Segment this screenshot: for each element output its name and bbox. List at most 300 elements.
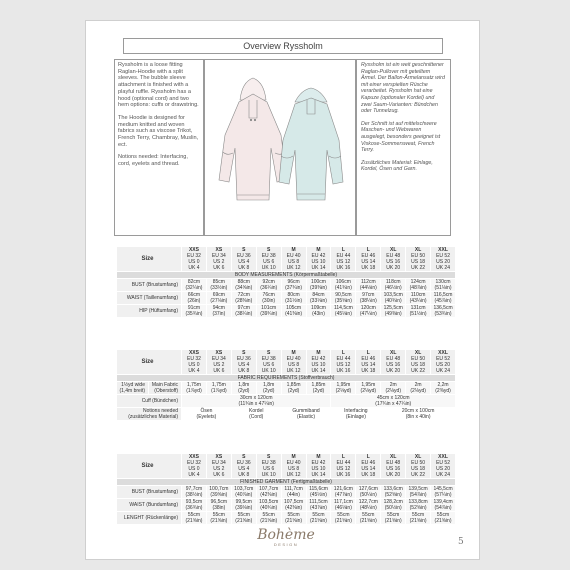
- size-header-row: [117, 350, 456, 375]
- cuff-cell-small: [182, 395, 331, 408]
- size-us: US 14: [361, 259, 376, 265]
- value-primary: 118cm: [385, 279, 401, 285]
- size-header-label: Size: [117, 350, 182, 375]
- size-code: XS: [215, 454, 223, 460]
- value-primary: 55cm: [262, 512, 275, 518]
- size-eu: EU 44: [336, 253, 351, 259]
- size-uk: UK 6: [213, 472, 225, 478]
- value-secondary: (39¾in): [260, 311, 278, 317]
- measurement-row: [117, 305, 456, 318]
- value-primary: 1,75m: [211, 382, 226, 388]
- size-code: XL: [414, 454, 422, 460]
- measurement-cell: [306, 486, 331, 499]
- size-us: US 12: [336, 362, 351, 368]
- measurement-cell: [256, 292, 281, 305]
- size-code: L: [341, 247, 345, 253]
- measurement-cell: [431, 292, 456, 305]
- section-title: FINISHED GARMENT (Fertigmaßtabelle): [117, 479, 456, 486]
- section-title: FABRIC REQUIREMENTS (Stoffverbrauch): [117, 375, 456, 382]
- value-primary: 107,7cm: [259, 486, 279, 492]
- value-secondary: (45⅞in): [434, 298, 452, 304]
- value-primary: 1,8m: [263, 382, 275, 388]
- value-secondary: (39⅛in): [235, 505, 253, 511]
- measurement-row: [117, 292, 456, 305]
- size-uk: UK 24: [436, 265, 450, 271]
- measurement-cell: [331, 292, 356, 305]
- size-us: US 6: [263, 259, 275, 265]
- size-eu: EU 34: [211, 356, 226, 362]
- measurement-row: [117, 499, 456, 512]
- size-header-cell: [356, 350, 381, 375]
- size-us: US 12: [336, 259, 351, 265]
- row-label: WAIST (Bundumfang): [117, 499, 182, 512]
- value-secondary: (2yd): [312, 388, 325, 394]
- size-us: US 4: [238, 259, 250, 265]
- value-secondary: (42⅜in): [285, 505, 303, 511]
- value-secondary: (2yd): [262, 388, 275, 394]
- value-primary: 55cm: [312, 512, 325, 518]
- size-header-cell: [306, 350, 331, 375]
- value-primary: 117,1cm: [333, 499, 353, 505]
- size-code: L: [366, 350, 370, 356]
- size-uk: UK 14: [311, 368, 326, 374]
- finished-garment-table: [116, 453, 456, 525]
- main-fabric-cell: [281, 382, 306, 395]
- row-label: HIP (Hüftumfang): [117, 305, 182, 318]
- row-label: BUST (Brustumfang): [117, 279, 182, 292]
- size-header-cell: [281, 350, 306, 375]
- measurement-cell: [231, 305, 256, 318]
- value-secondary: (44⅛in): [359, 285, 377, 291]
- value-primary: 55cm: [387, 512, 400, 518]
- size-uk: UK 24: [436, 472, 450, 478]
- value-primary: 103,5cm: [383, 292, 403, 298]
- fabric-requirements-table: [116, 349, 456, 421]
- section-band-row: [117, 375, 456, 382]
- size-eu: EU 38: [261, 253, 276, 259]
- value-secondary: (35¾in): [185, 311, 203, 317]
- size-header-label: Size: [117, 454, 182, 479]
- value-primary: 72cm: [237, 292, 250, 298]
- value-secondary: (40⅞in): [235, 492, 253, 498]
- value-primary: 55cm: [411, 512, 425, 518]
- value-secondary: (2⅛yd): [410, 388, 426, 394]
- size-eu: EU 34: [211, 253, 226, 259]
- size-eu: EU 42: [311, 356, 326, 362]
- value-secondary: (38½in): [185, 492, 203, 498]
- overview-english-text: [114, 59, 204, 236]
- value-secondary: (45⅛in): [334, 311, 352, 317]
- size-code: XL: [390, 454, 397, 460]
- measurement-cell: [256, 512, 281, 525]
- size-header-cell: [231, 247, 256, 272]
- value-secondary: (38¼in): [235, 311, 253, 317]
- size-code: XXL: [438, 247, 448, 253]
- measurement-cell: [356, 305, 381, 318]
- size-uk: UK 8: [238, 265, 250, 271]
- value-secondary: (51⅛in): [434, 285, 452, 291]
- size-eu: EU 52: [436, 253, 450, 259]
- value-secondary: (2yd): [287, 388, 300, 394]
- overview-en-paragraph: Notions needed: Interfacing, cord, eyelets and thread.: [118, 154, 188, 168]
- size-code: L: [341, 350, 345, 356]
- measurement-cell: [306, 279, 331, 292]
- size-uk: UK 10: [261, 368, 276, 374]
- value-secondary: (2⅛yd): [360, 388, 377, 394]
- measurement-cell: [381, 305, 406, 318]
- size-us: US 18: [411, 362, 426, 368]
- size-eu: EU 36: [236, 356, 251, 362]
- size-header-cell: [206, 350, 231, 375]
- size-header-cell: [281, 454, 306, 479]
- size-uk: UK 20: [386, 472, 401, 478]
- size-eu: EU 40: [286, 356, 301, 362]
- measurement-cell: [431, 499, 456, 512]
- main-fabric-label: Main Fabric (Oberstoff): [149, 382, 182, 395]
- size-uk: UK 16: [336, 368, 351, 374]
- value-secondary: (8in x 40in): [405, 414, 431, 420]
- value-primary: 110cm: [410, 292, 426, 298]
- value-primary: 1,85m: [286, 382, 301, 388]
- value-primary: 136,5cm: [433, 305, 453, 311]
- size-us: US 16: [386, 466, 401, 472]
- measurement-cell: [231, 279, 256, 292]
- measurement-cell: [356, 499, 381, 512]
- size-uk: UK 12: [286, 472, 301, 478]
- value-secondary: (38¼in): [359, 298, 377, 304]
- measurement-cell: [281, 499, 306, 512]
- value-secondary: (Elastic): [297, 414, 316, 420]
- size-code: XL: [390, 247, 397, 253]
- size-code: S: [267, 350, 271, 356]
- measurement-cell: [381, 292, 406, 305]
- value-secondary: (44in): [287, 492, 300, 498]
- value-primary: 90,5cm: [335, 292, 352, 298]
- size-header-cell: [381, 350, 406, 375]
- value-primary: 92cm: [262, 279, 275, 285]
- size-eu: EU 42: [311, 253, 326, 259]
- size-uk: UK 10: [261, 265, 276, 271]
- measurement-cell: [206, 499, 231, 512]
- value-primary: Gummiband: [292, 408, 320, 414]
- size-code: M: [291, 247, 296, 253]
- size-us: US 0: [188, 259, 200, 265]
- value-secondary: (54⅞in): [434, 505, 452, 511]
- value-primary: 55cm: [237, 512, 250, 518]
- value-primary: 114,5cm: [333, 305, 353, 311]
- size-header-cell: [381, 247, 406, 272]
- size-header-cell: [182, 350, 207, 375]
- value-primary: 103,5cm: [259, 499, 279, 505]
- measurement-cell: [306, 512, 331, 525]
- size-us: US 14: [361, 362, 376, 368]
- size-eu: EU 36: [236, 460, 251, 466]
- size-header-cell: [431, 454, 456, 479]
- size-code: S: [242, 454, 246, 460]
- size-eu: EU 32: [187, 253, 201, 259]
- value-primary: Ösen: [200, 408, 213, 414]
- value-secondary: (53¾in): [434, 311, 452, 317]
- measurement-cell: [281, 292, 306, 305]
- size-us: US 16: [386, 362, 401, 368]
- measurement-cell: [331, 499, 356, 512]
- measurement-cell: [256, 499, 281, 512]
- value-primary: 97cm: [237, 305, 250, 311]
- size-uk: UK 8: [238, 368, 250, 374]
- notions-label: Notions needed (zusätzliches Material): [117, 408, 182, 421]
- size-header-cell: [182, 247, 207, 272]
- size-header-cell: [281, 247, 306, 272]
- pattern-page: [85, 20, 480, 560]
- measurement-cell: [431, 512, 456, 525]
- value-secondary: (32¼in): [185, 285, 203, 291]
- value-secondary: (39⅜in): [310, 285, 327, 291]
- value-primary: 124cm: [410, 279, 426, 285]
- main-fabric-cell: [381, 382, 406, 395]
- measurement-cell: [406, 486, 431, 499]
- measurement-cell: [206, 486, 231, 499]
- size-header-cell: [231, 350, 256, 375]
- value-primary: 106cm: [335, 279, 351, 285]
- value-secondary: (21⅝in): [310, 518, 327, 524]
- logo-sub: DESIGN: [273, 542, 299, 547]
- value-secondary: (21⅝in): [210, 518, 228, 524]
- value-primary: 2m: [414, 382, 422, 388]
- size-us: US 0: [188, 466, 200, 472]
- value-secondary: (40¾in): [260, 505, 278, 511]
- size-us: US 8: [288, 362, 300, 368]
- size-header-cell: [231, 454, 256, 479]
- value-secondary: (40¾in): [384, 298, 402, 304]
- size-us: US 2: [213, 362, 225, 368]
- value-primary: 1,95m: [336, 382, 351, 388]
- size-eu: EU 50: [411, 356, 426, 362]
- size-eu: EU 46: [361, 356, 376, 362]
- value-primary: Interfacing: [344, 408, 368, 414]
- size-us: US 20: [436, 259, 450, 265]
- size-eu: EU 36: [236, 253, 251, 259]
- value-primary: 101cm: [261, 305, 277, 311]
- measurement-cell: [381, 512, 406, 525]
- main-fabric-cell: [231, 382, 256, 395]
- size-us: US 10: [311, 466, 326, 472]
- notion-cell: [381, 408, 456, 421]
- value-secondary: (31½in): [285, 298, 303, 304]
- value-primary: 122,7cm: [358, 499, 378, 505]
- value-primary: 111,7cm: [284, 486, 303, 492]
- value-secondary: (2yd): [238, 388, 250, 394]
- size-header-cell: [356, 247, 381, 272]
- value-primary: 115,6cm: [309, 486, 328, 492]
- value-secondary: (2⅜yd): [435, 388, 451, 394]
- size-uk: UK 18: [361, 472, 376, 478]
- size-us: US 18: [411, 259, 426, 265]
- body-measurements-table: [116, 246, 456, 318]
- measurement-cell: [331, 512, 356, 525]
- size-code: L: [341, 454, 345, 460]
- value-secondary: (1⅞yd): [186, 388, 202, 394]
- value-secondary: (46⅛in): [334, 505, 352, 511]
- overview-de-paragraph: Der Schnitt ist auf mittelschwere Maschen- und Webwaren ausgelegt, besonders geeignet ist Viskose-Sommersweat, French Terry.: [361, 120, 441, 154]
- value-primary: 80cm: [287, 292, 300, 298]
- size-uk: UK 6: [213, 368, 225, 374]
- section-title: BODY MEASUREMENTS (Körpermaßtabelle): [117, 272, 456, 279]
- hoodie-mint-illustration: [279, 88, 343, 200]
- measurement-cell: [331, 279, 356, 292]
- value-secondary: (49⅜in): [384, 311, 402, 317]
- size-header-cell: [331, 350, 356, 375]
- value-secondary: (Eyelets): [196, 414, 217, 420]
- cuff-label: Cuff (Bündchen): [117, 395, 182, 408]
- value-primary: 133,8cm: [408, 499, 428, 505]
- measurement-cell: [431, 486, 456, 499]
- value-secondary: (57¼in): [434, 492, 452, 498]
- value-secondary: (27⅛in): [210, 298, 228, 304]
- size-uk: UK 18: [361, 368, 376, 374]
- size-us: US 0: [188, 362, 200, 368]
- value-primary: 99,5cm: [235, 499, 252, 505]
- size-uk: UK 14: [311, 472, 326, 478]
- size-code: L: [366, 454, 370, 460]
- value-primary: 139,5cm: [408, 486, 428, 492]
- size-eu: EU 44: [336, 356, 351, 362]
- value-primary: 93,5cm: [185, 499, 203, 505]
- measurement-cell: [431, 279, 456, 292]
- value-primary: 2m: [389, 382, 397, 388]
- size-uk: UK 4: [188, 265, 200, 271]
- measurement-cell: [281, 512, 306, 525]
- size-uk: UK 4: [188, 472, 200, 478]
- overview-de-paragraph: Zusätzliches Material: Einlage, Kordel, Ösen und Garn.: [361, 159, 433, 173]
- measurement-cell: [356, 279, 381, 292]
- value-secondary: (21⅝in): [384, 518, 402, 524]
- measurement-cell: [256, 305, 281, 318]
- measurement-cell: [331, 486, 356, 499]
- size-header-cell: [182, 454, 207, 479]
- value-primary: 55cm: [362, 512, 375, 518]
- size-eu: EU 32: [187, 460, 201, 466]
- measurement-cell: [206, 279, 231, 292]
- measurement-cell: [306, 499, 331, 512]
- measurement-cell: [182, 512, 207, 525]
- hoodie-pink-illustration: [219, 78, 287, 200]
- value-primary: 1,85m: [311, 382, 326, 388]
- size-code: XL: [414, 350, 422, 356]
- value-primary: 97,7cm: [185, 486, 203, 492]
- value-secondary: (21⅝in): [434, 518, 452, 524]
- size-us: US 12: [336, 466, 351, 472]
- value-primary: 55cm: [287, 512, 300, 518]
- measurement-cell: [256, 279, 281, 292]
- value-primary: 107,5cm: [283, 499, 304, 505]
- measurement-cell: [356, 292, 381, 305]
- measurement-cell: [406, 499, 431, 512]
- size-us: US 10: [311, 362, 326, 368]
- measurement-cell: [182, 499, 207, 512]
- size-us: US 16: [386, 259, 401, 265]
- hoodie-illustrations-svg: [205, 60, 355, 235]
- size-uk: UK 10: [261, 472, 276, 478]
- value-primary: 145,5cm: [433, 486, 453, 492]
- value-secondary: (46½in): [384, 285, 402, 291]
- value-primary: 55cm: [187, 512, 201, 518]
- value-secondary: (43¼in): [409, 298, 427, 304]
- cuff-cell-large: [331, 395, 456, 408]
- value-secondary: (37¾in): [285, 285, 303, 291]
- size-us: US 10: [311, 259, 326, 265]
- main-fabric-cell: [256, 382, 281, 395]
- value-primary: 66cm: [187, 292, 201, 298]
- size-eu: EU 48: [386, 356, 401, 362]
- size-header-row: [117, 454, 456, 479]
- size-code: XXL: [438, 350, 448, 356]
- value-primary: 105cm: [286, 305, 302, 311]
- measurement-cell: [381, 499, 406, 512]
- notions-row: [117, 408, 456, 421]
- value-secondary: (50½in): [384, 505, 402, 511]
- size-code: M: [291, 454, 296, 460]
- overview-german-text: [356, 59, 451, 236]
- size-uk: UK 12: [286, 368, 301, 374]
- size-code: L: [366, 247, 370, 253]
- notion-cell: [231, 408, 281, 421]
- size-code: XXL: [438, 454, 448, 460]
- value-primary: 69cm: [212, 292, 225, 298]
- measurement-cell: [431, 305, 456, 318]
- value-secondary: (41¾in): [334, 285, 352, 291]
- size-us: US 2: [213, 466, 225, 472]
- size-code: S: [267, 247, 271, 253]
- size-header-cell: [256, 350, 281, 375]
- size-header-cell: [356, 454, 381, 479]
- size-header-cell: [431, 350, 456, 375]
- value-secondary: (47⅞in): [334, 492, 352, 498]
- size-us: US 4: [238, 466, 250, 472]
- measurement-cell: [182, 279, 207, 292]
- fabric-width-label: 1½yd wide (1,4m breit): [117, 382, 149, 395]
- main-fabric-cell: [206, 382, 231, 395]
- value-secondary: (50¼in): [359, 492, 377, 498]
- size-eu: EU 48: [386, 460, 401, 466]
- size-us: US 2: [213, 259, 225, 265]
- value-secondary: (36¼in): [260, 285, 278, 291]
- value-primary: 131cm: [410, 305, 426, 311]
- size-code: M: [316, 247, 321, 253]
- size-eu: EU 50: [411, 460, 426, 466]
- size-eu: EU 46: [361, 253, 376, 259]
- size-us: US 6: [263, 466, 275, 472]
- value-primary: 20cm x 100cm: [401, 408, 435, 414]
- value-secondary: (35⅝in): [334, 298, 352, 304]
- value-secondary: (37in): [212, 311, 226, 317]
- measurement-cell: [406, 512, 431, 525]
- value-primary: Kordel: [249, 408, 264, 414]
- size-eu: EU 50: [411, 253, 426, 259]
- size-eu: EU 52: [436, 460, 450, 466]
- measurement-cell: [356, 486, 381, 499]
- value-secondary: (30in): [262, 298, 276, 304]
- size-eu: EU 34: [211, 460, 226, 466]
- size-eu: EU 32: [187, 356, 201, 362]
- value-primary: 88cm: [237, 279, 250, 285]
- size-header-cell: [331, 454, 356, 479]
- size-code: XXS: [188, 247, 199, 253]
- measurement-cell: [381, 486, 406, 499]
- size-uk: UK 14: [311, 265, 326, 271]
- value-primary: 109cm: [310, 305, 326, 311]
- measurement-cell: [406, 305, 431, 318]
- size-eu: EU 42: [311, 460, 326, 466]
